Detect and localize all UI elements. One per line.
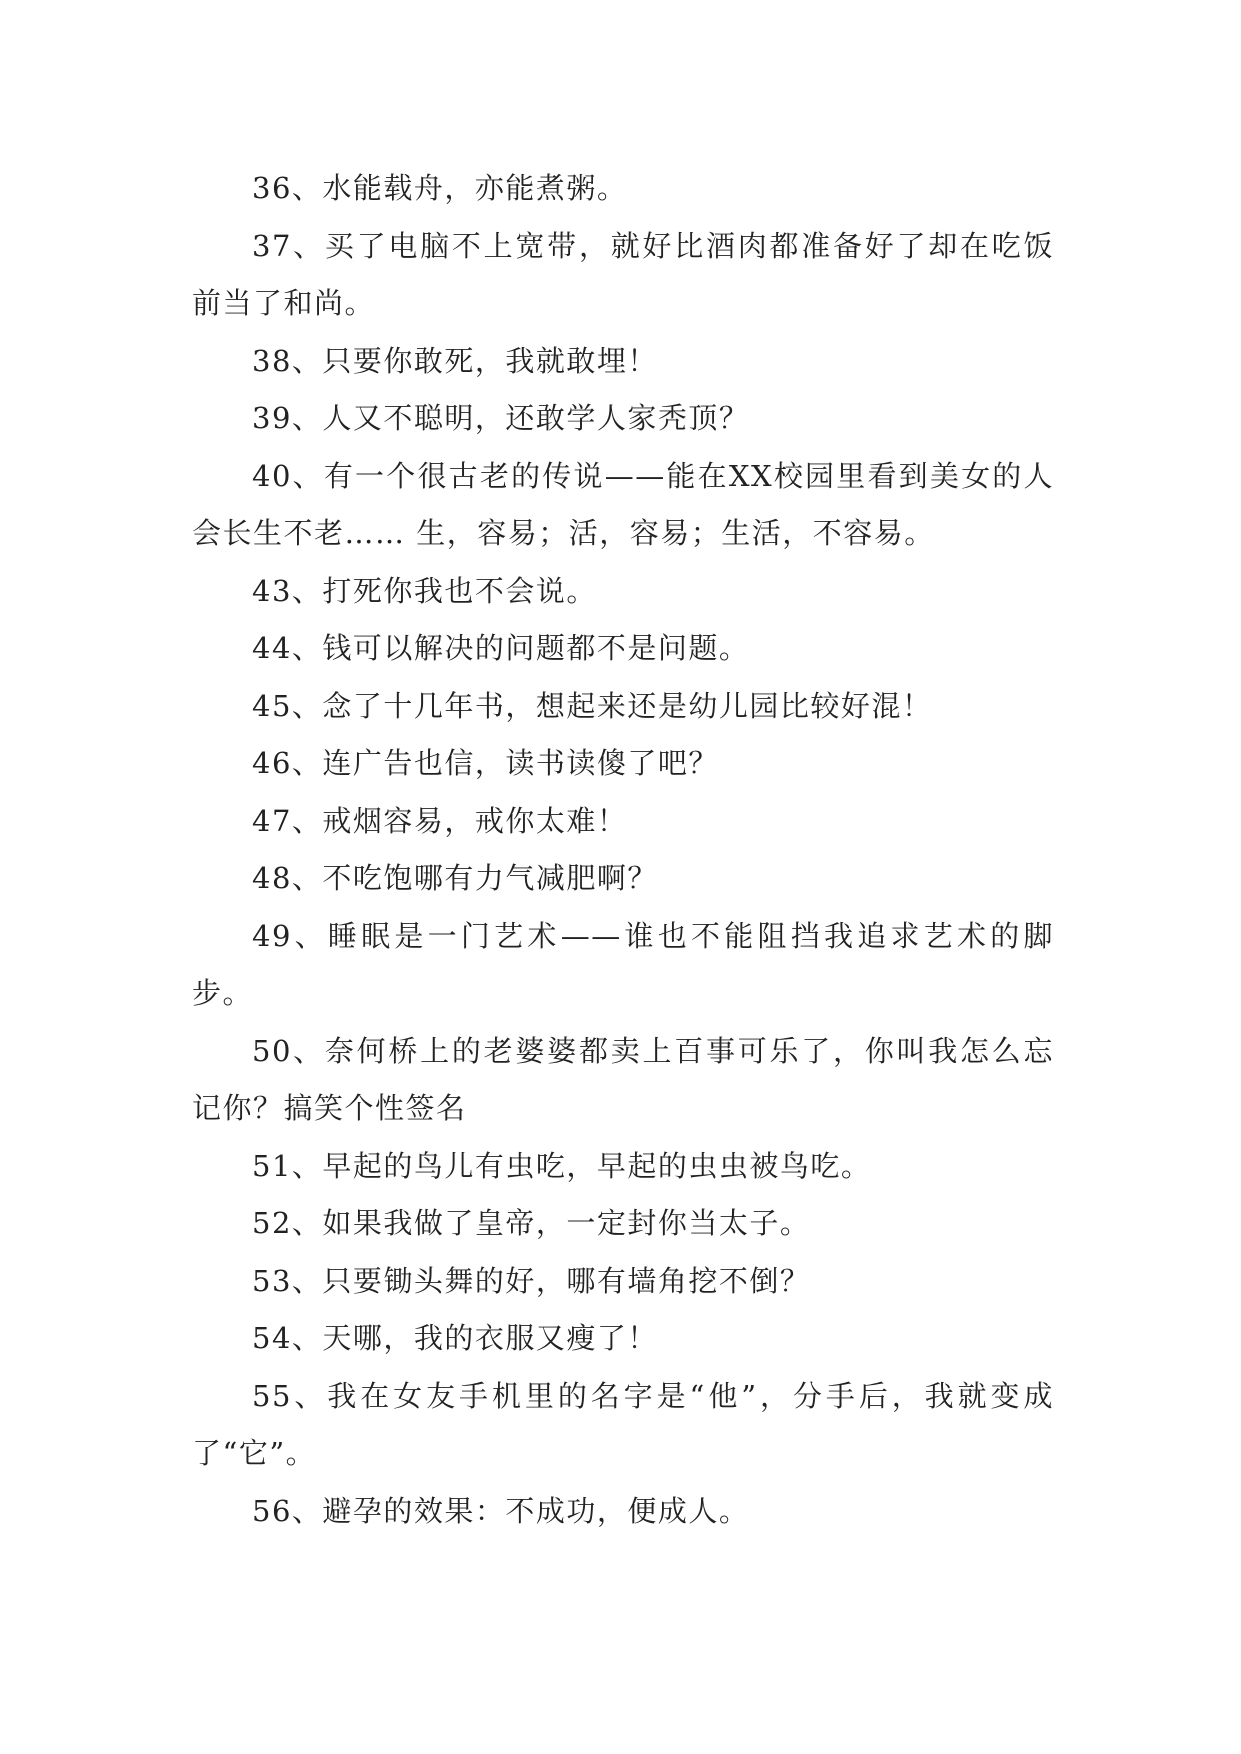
paragraph-44: 44、钱可以解决的问题都不是问题。	[252, 631, 750, 665]
paragraph-45: 45、念了十几年书，想起来还是幼儿园比较好混！	[252, 688, 933, 723]
paragraph-37: 37、买了电脑不上宽带，就好比酒肉都准备好了却在吃饭前当了和尚。	[192, 228, 1054, 320]
paragraph-52: 52、如果我做了皇帝，一定封你当太子。	[252, 1206, 811, 1240]
paragraph-36: 36、水能载舟，亦能煮粥。	[252, 171, 628, 205]
paragraph-49: 49、睡眠是一门艺术——谁也不能阻挡我追求艺术的脚步。	[192, 918, 1054, 1010]
paragraph-51: 51、早起的鸟儿有虫吃，早起的虫虫被鸟吃。	[252, 1148, 872, 1183]
paragraph-50: 50、奈何桥上的老婆婆都卖上百事可乐了，你叫我怎么忘记你？搞笑个性签名	[192, 1033, 1054, 1125]
document-body	[192, 160, 1054, 1540]
paragraph-53: 53、只要锄头舞的好，哪有墙角挖不倒？	[252, 1263, 811, 1298]
paragraph-47: 47、戒烟容易，戒你太难！	[252, 803, 628, 838]
paragraph-40: 40、有一个很古老的传说——能在XX校园里看到美女的人会长生不老…… 生，容易；活，容易；生活，不容易。	[192, 458, 1054, 550]
paragraph-56: 56、避孕的效果：不成功，便成人。	[252, 1493, 750, 1528]
paragraph-55: 55、我在女友手机里的名字是“他”，分手后，我就变成了“它”。	[192, 1378, 1054, 1470]
paragraph-38: 38、只要你敢死，我就敢埋！	[252, 343, 658, 378]
paragraph-39: 39、人又不聪明，还敢学人家秃顶？	[252, 401, 750, 435]
paragraph-54: 54、天哪，我的衣服又瘦了！	[252, 1321, 658, 1355]
paragraph-43: 43、打死你我也不会说。	[252, 573, 597, 608]
paragraph-48: 48、不吃饱哪有力气减肥啊？	[252, 861, 658, 895]
paragraph-46: 46、连广告也信，读书读傻了吧？	[252, 746, 719, 780]
